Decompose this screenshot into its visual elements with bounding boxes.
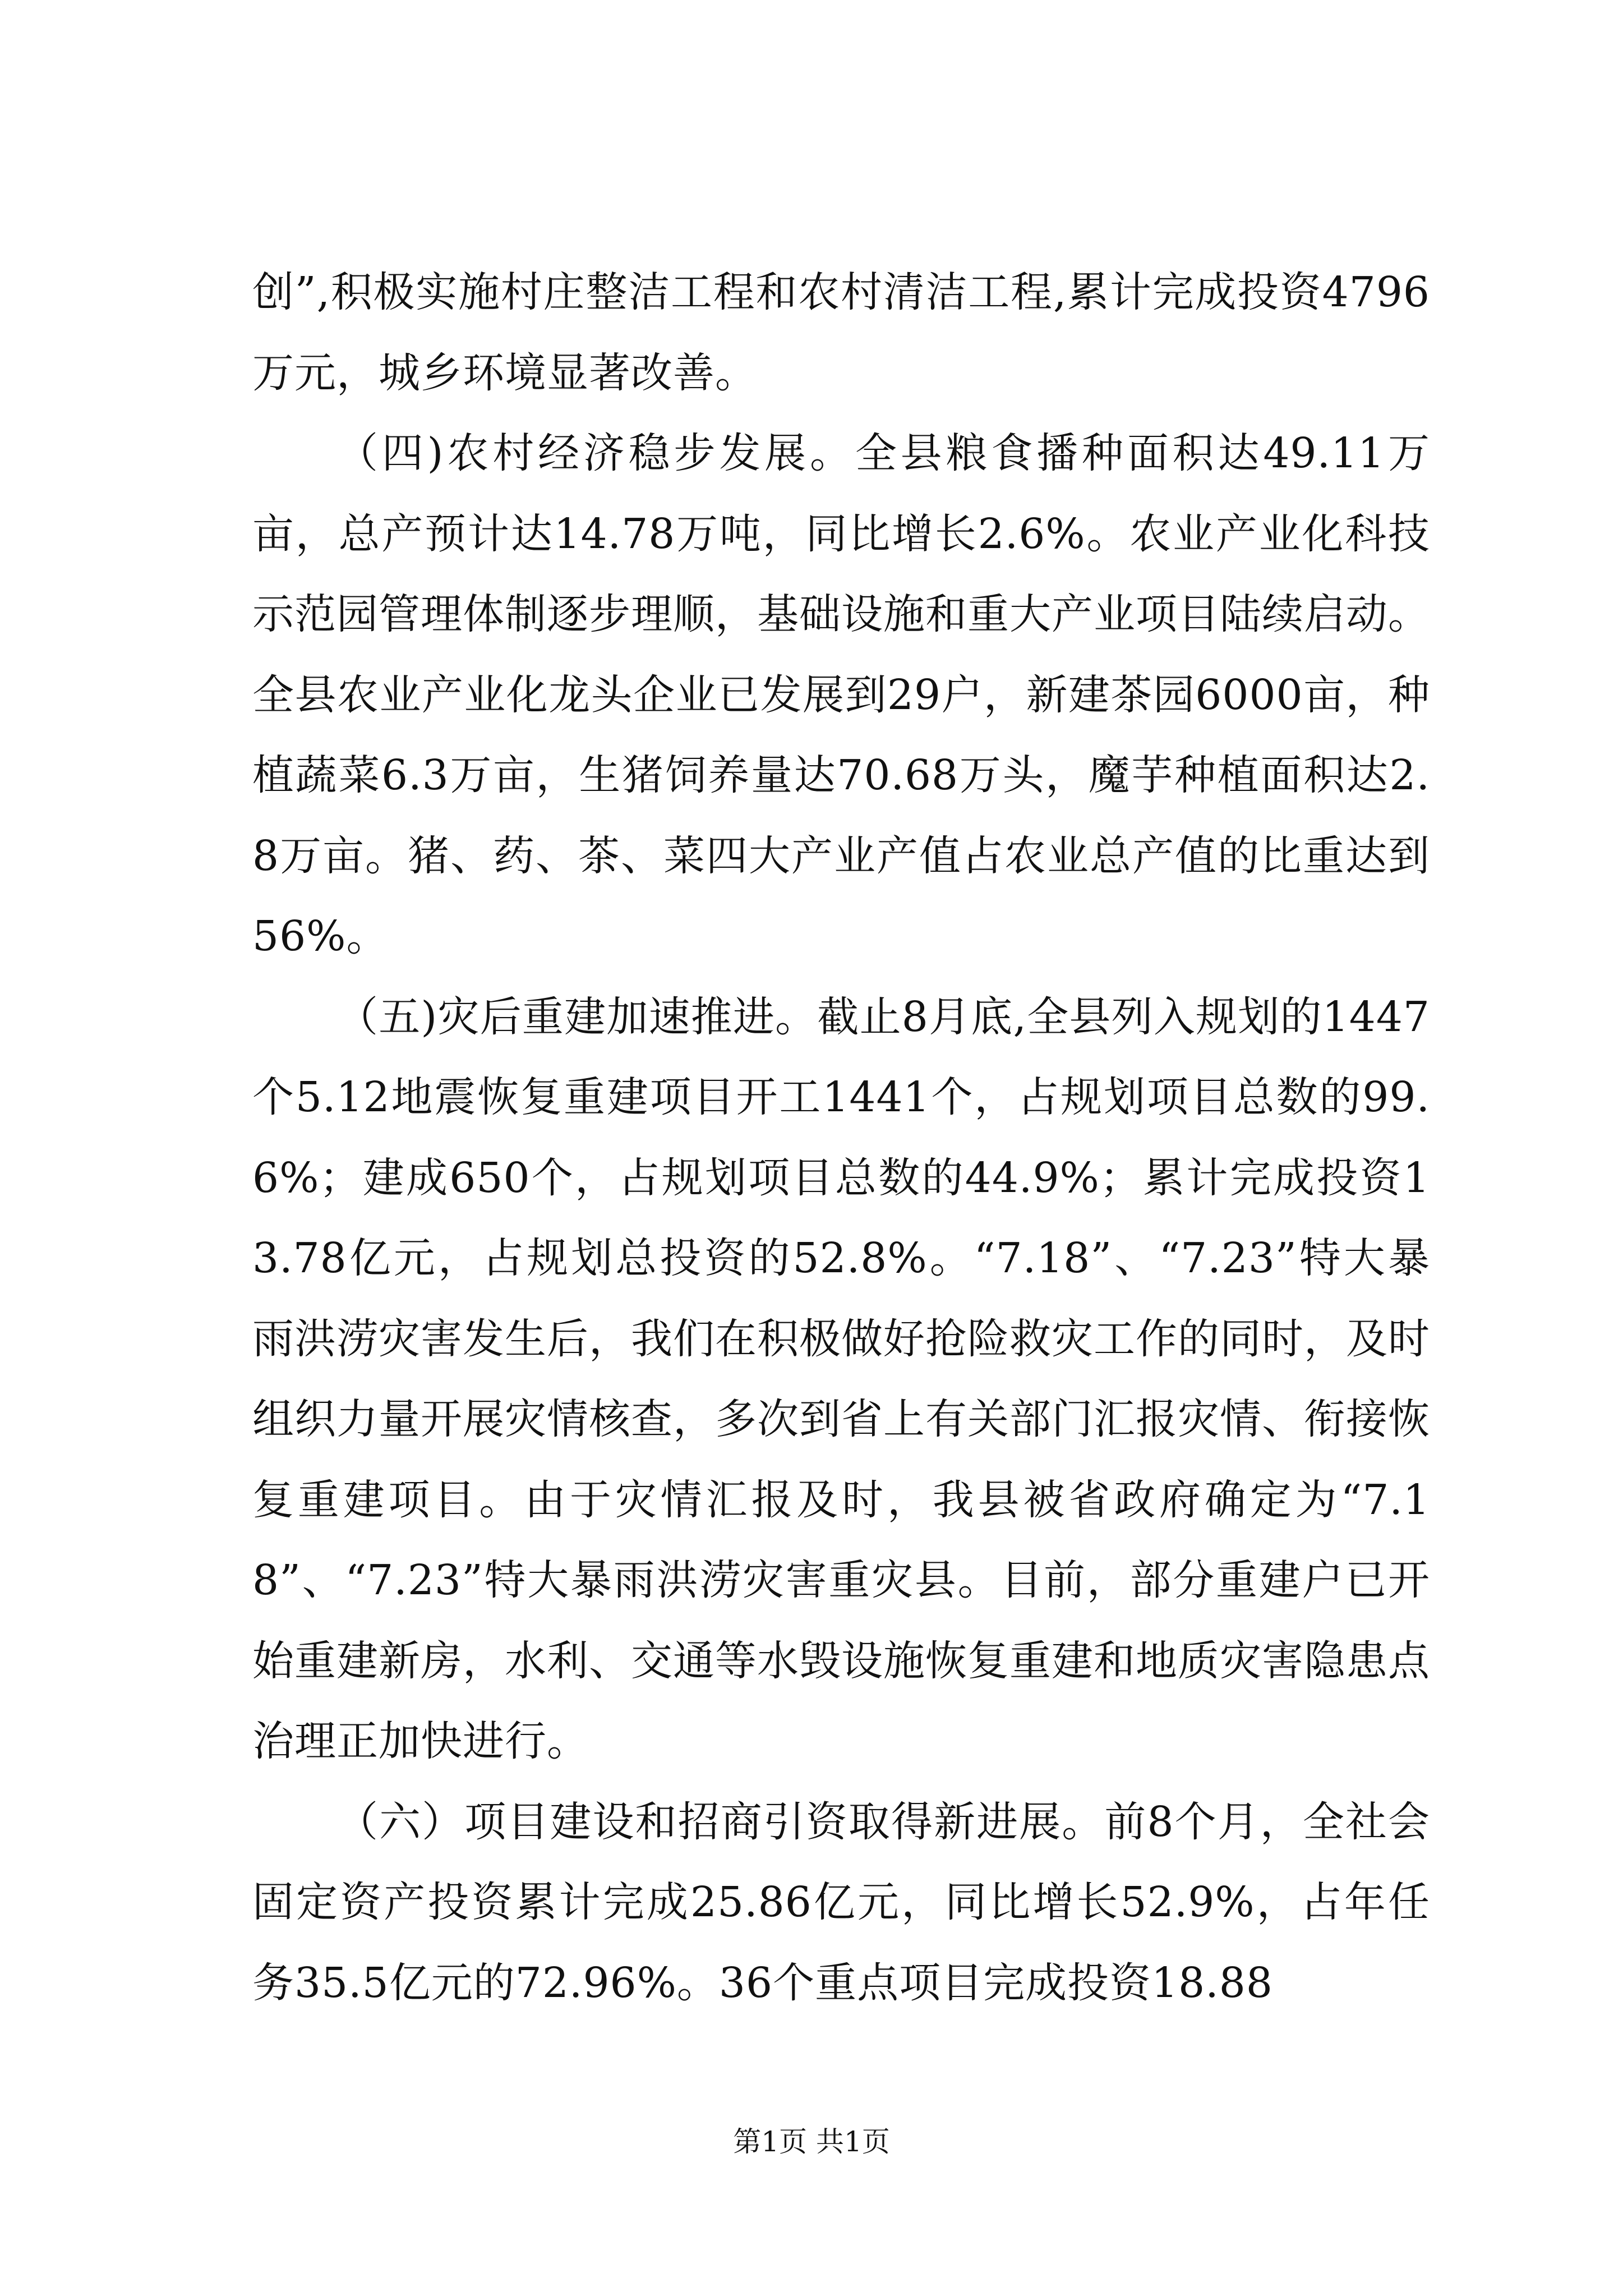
page-footer: 第1页 共1页 — [733, 2125, 890, 2158]
paragraph-section-6: （六）项目建设和招商引资取得新进展。前8个月，全社会固定资产投资累计完成25.86亿元，同比增长52.9%，占年任务35.5亿元的72.96%。36个重点项目完成投资18.88 — [252, 1797, 1430, 2007]
document-body — [252, 252, 1430, 2023]
paragraph-continuation: 创”,积极实施村庄整洁工程和农村清洁工程,累计完成投资4796万元，城乡环境显著改善。 — [252, 268, 1430, 397]
paragraph-section-4: （四)农村经济稳步发展。全县粮食播种面积达49.11万亩，总产预计达14.78万吨，同比增长2.6%。农业产业化科技示范园管理体制逐步理顺，基础设施和重大产业项目陆续启动。全县农业产业化龙头企业已发展到29户，新建茶园6000亩，种植蔬菜6.3万亩，生猪饲养量达70.68万头，魔芋种植面积达2.8万亩。猪、药、茶、菜四大产业产值占农业总产值的比重达到56%。 — [252, 429, 1430, 960]
paragraph-section-5: （五)灾后重建加速推进。截止8月底,全县列入规划的1447个5.12地震恢复重建项目开工1441个，占规划项目总数的99.6%；建成650个，占规划项目总数的44.9%；累计完成投资13.78亿元，占规划总投资的52.8%。“7.18”、“7.23”特大暴雨洪涝灾害发生后，我们在积极做好抢险救灾工作的同时，及时组织力量开展灾情核查，多次到省上有关部门汇报灾情、衔接恢复重建项目。由于灾情汇报及时，我县被省政府确定为“7.18”、“7.23”特大暴雨洪涝灾害重灾县。目前，部分重建户已开始重建新房，水利、交通等水毁设施恢复重建和地质灾害隐患点治理正加快进行。 — [252, 992, 1430, 1765]
